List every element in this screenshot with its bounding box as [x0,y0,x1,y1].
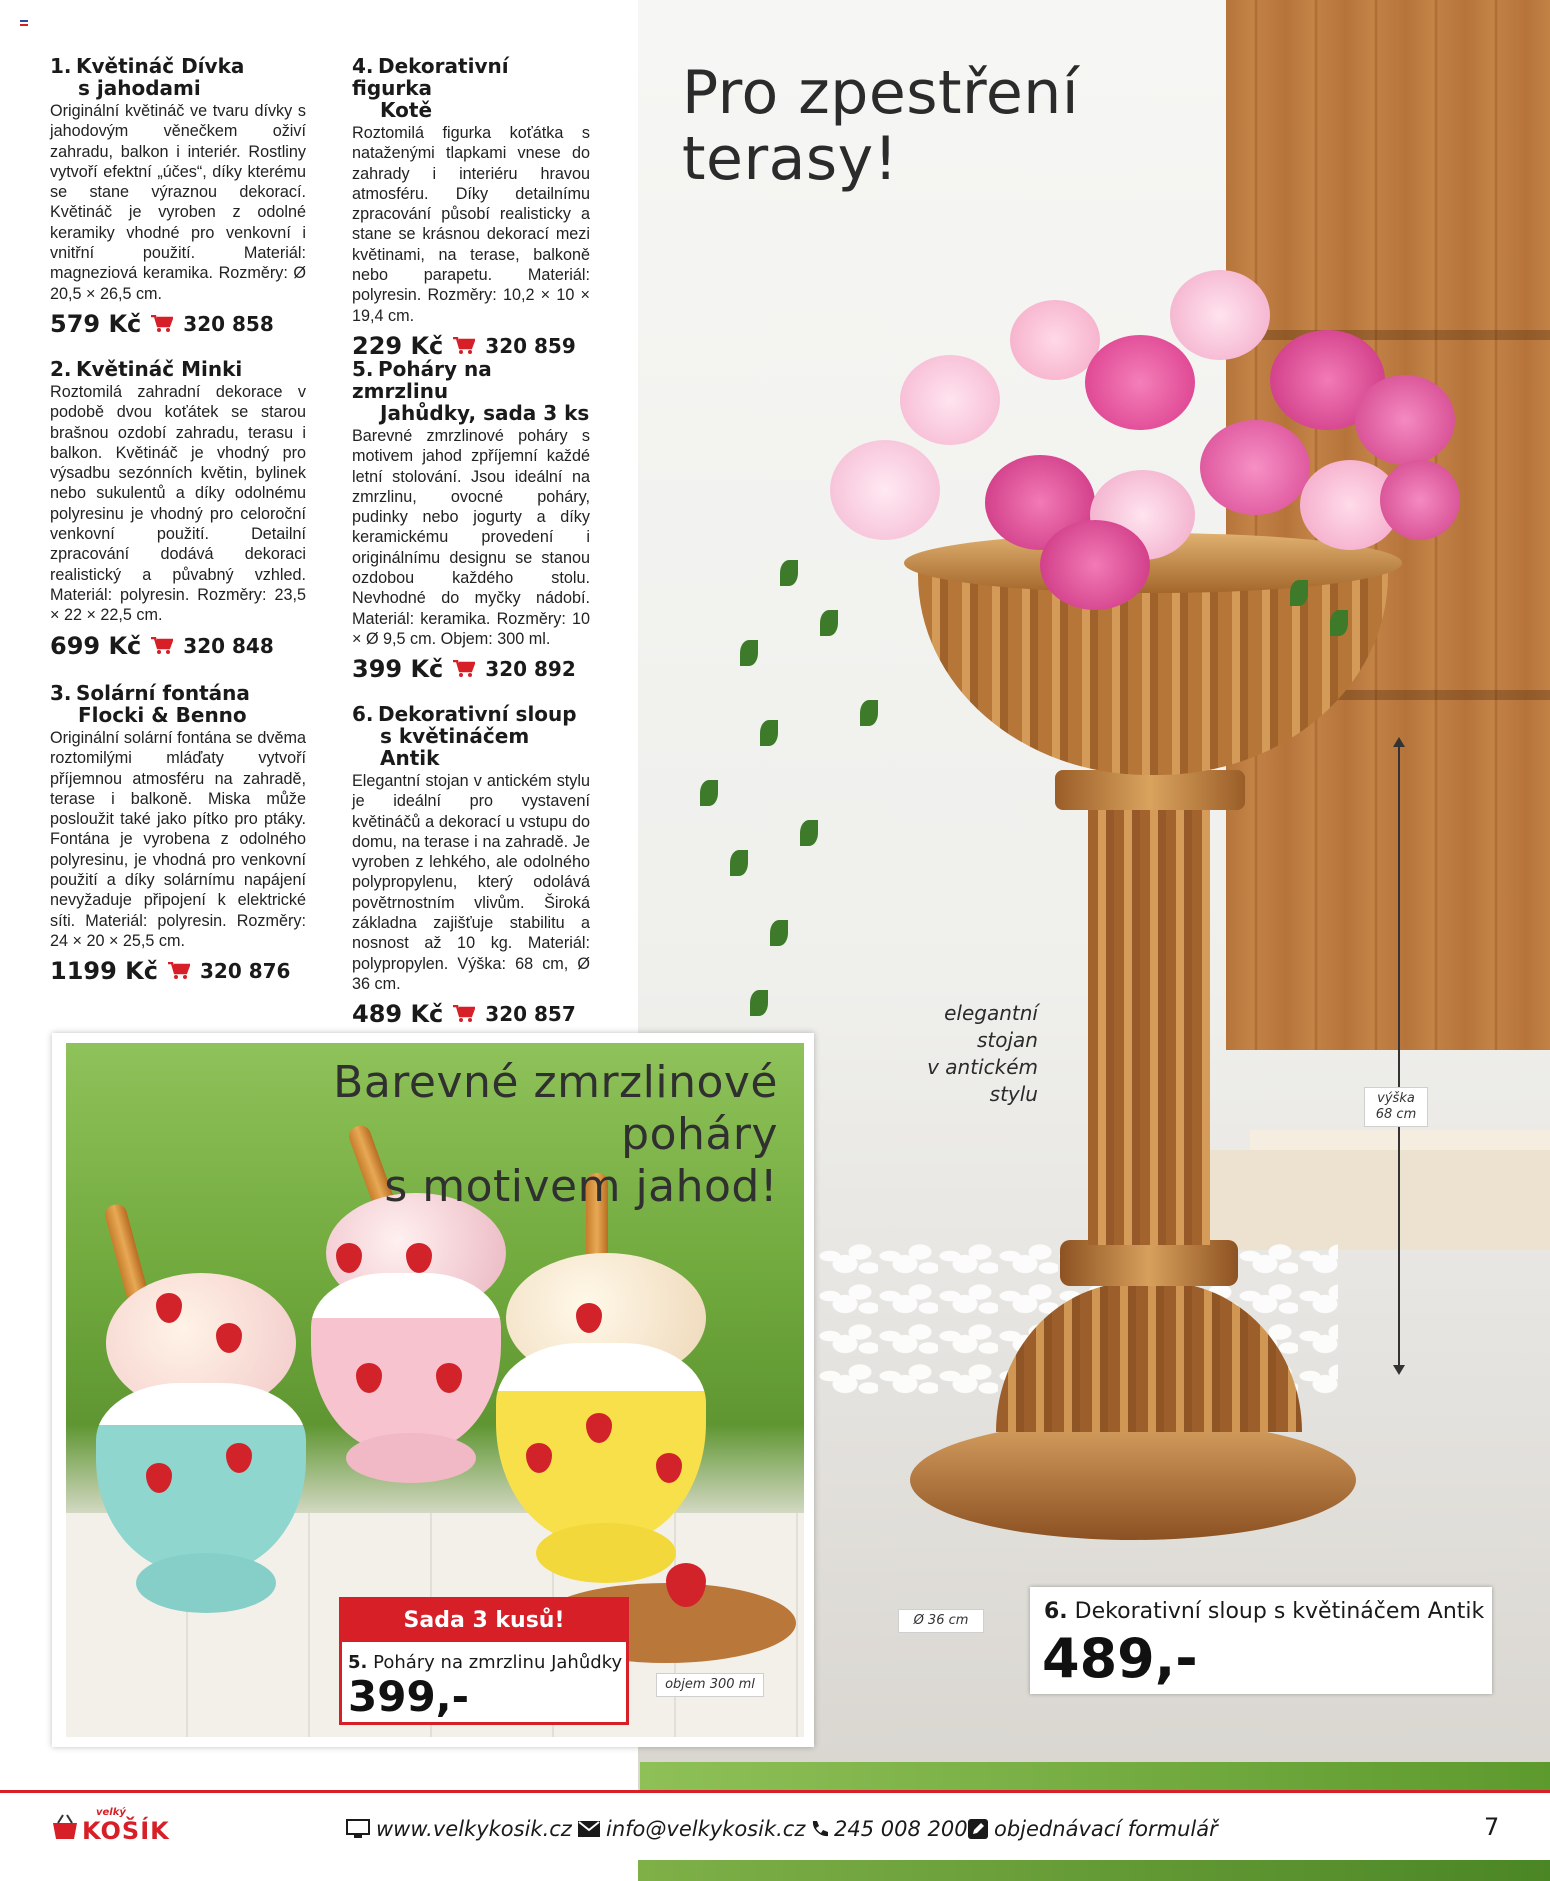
cart-icon[interactable] [151,637,173,655]
footer-email[interactable] [578,1817,805,1841]
product-title-line: Dekorativní figurka [352,54,509,100]
product-title-line: Poháry na zmrzlinu [352,357,492,403]
footer-website[interactable] [346,1817,572,1841]
price-box-stand-price: 489,- [1042,1627,1198,1690]
product-price: 699 Kč [50,631,142,660]
product-title-line: s květináčem Antik [380,724,530,770]
product-price: 399 Kč [352,655,444,684]
product-title [352,358,590,424]
product-title-line: Květináč Minki [76,357,243,381]
product-description: Roztomilá figurka koťátka s nataženými tlapkami vnese do zahrady i interiéru hravou atmosféru. Díky detailnímu zpracování působí realisticky a stane se krásnou dekorací mezi květinami, na terase, balkoně nebo parapetu. Materiál: polyresin. Rozměry: 10,2 × 10 × 19,4 cm. [352,124,590,325]
height-tag-label: výška [1377,1091,1415,1106]
product-title-line: Dekorativní sloup [378,702,577,726]
product-description: Barevné zmrzlinové poháry s motivem jahod zpříjemní každé letní stolování. Jsou ideální na zmrzlinu, ovocné poháry, pudinky nebo jogurty a díky keramickému provedení i originálnímu designu se stanou ozdobou každého stolu. Nevhodné do myčky nádobí. Materiál: keramika. Rozměry: 10 × Ø 9,5 cm. Objem: 300 ml. [352,427,590,648]
product-description: Roztomilá zahradní dekorace v podobě dvou koťátek se starou brašnou ozdobí zahradu, terasu i balkon. Květináč je vhodný pro výsadbu sezónních květin, bylinek nebo sukulentů a díky odolnému polyresinu je vhodný pro celoroční venkovní použití. Detailní zpracování dodává dekoraci realistický a půvabný vzhled. Materiál: polyresin. Rozměry: 23,5 × 22 × 22,5 cm. [50,383,306,625]
set-banner: Sada 3 kusů! [342,1600,626,1642]
cart-icon[interactable] [453,660,475,678]
product-6 [352,703,590,1028]
headline-ice-cream [248,1057,778,1213]
product-title-line: Květináč Dívka [76,54,245,78]
fence-rail [1226,330,1550,340]
product-code: 320 857 [485,1002,576,1027]
cart-icon[interactable] [168,962,190,980]
price-box-ice-text: Poháry na zmrzlinu Jahůdky [373,1652,623,1673]
height-tag [1364,1087,1428,1127]
stand-base [910,1420,1356,1540]
product-5 [352,358,590,683]
price-box-ice-num: 5. [348,1652,368,1673]
footer-order-form[interactable] [968,1817,1218,1841]
product-description: Elegantní stojan v antickém stylu je ideální pro vystavení květináčů a dekorací u vstupu do domu, na terase i na zahradě. Je vyroben z lehkého, ale odolného polypropylenu, který odolává povětrnostním vlivům. Široká základna zajišťuje stabilitu a nosnost až 10 kg. Materiál: polypropylen. Výška: 68 cm, Ø 36 cm. [352,772,590,993]
price-box-ice-label [348,1652,622,1673]
product-price: 1199 Kč [50,957,158,986]
product-code: 320 848 [183,633,274,658]
product-title [50,358,306,380]
product-price: 579 Kč [50,309,142,338]
footer-phone[interactable] [810,1817,968,1841]
stand-collar [1060,1240,1238,1286]
phone-number[interactable]: 245 008 200 [834,1817,968,1841]
height-tag-value: 68 cm [1375,1107,1417,1122]
cart-icon[interactable] [151,315,173,333]
product-title [352,703,590,769]
product-number: 6. [352,702,374,726]
product-price-row [50,632,306,660]
product-price: 229 Kč [352,331,444,360]
product-2 [50,358,306,660]
email-link[interactable]: info@velkykosik.cz [606,1817,806,1841]
phone-icon [810,1820,828,1838]
price-box-stand-text: Dekorativní sloup s květináčem Antik [1074,1599,1485,1624]
logo-text: KOŠÍK [82,1817,170,1845]
price-box-stand-num: 6. [1044,1599,1068,1624]
product-4 [352,55,590,360]
stand-label-line: stylu [989,1082,1038,1106]
product-price-row [352,1000,590,1028]
edit-icon [968,1819,988,1839]
headline-line: terasy! [682,124,899,194]
product-code: 320 858 [183,311,274,336]
product-price-row [352,332,590,360]
logo[interactable] [50,1807,168,1847]
product-number: 2. [50,357,72,381]
stand-label-line: elegantní [944,1001,1038,1025]
step [1208,1150,1550,1250]
product-title [50,55,306,99]
website-link[interactable]: www.velkykosik.cz [376,1817,572,1841]
cart-icon[interactable] [453,1005,475,1023]
stand-label-line: stojan [977,1028,1038,1052]
basket-icon [50,1813,80,1843]
product-3 [50,682,306,985]
height-arrow [1398,745,1400,1367]
order-form-link[interactable]: objednávací formulář [994,1817,1218,1841]
product-title-line: Kotě [380,98,433,122]
product-code: 320 859 [485,333,576,358]
diameter-tag: Ø 36 cm [898,1609,984,1633]
lawn-strip-bottom [638,1860,1550,1881]
stand-column [1088,805,1210,1245]
stand-label-line: v antickém [927,1055,1038,1079]
product-code: 320 876 [199,959,291,984]
headline-line: s motivem jahod! [384,1161,778,1212]
monitor-icon [346,1819,370,1839]
page-number: 7 [1484,1813,1500,1841]
headline-line: Pro zpestření [682,58,1079,128]
price-box-stand [1030,1587,1492,1694]
footer [0,1793,1550,1860]
product-price-row [50,957,306,985]
product-price-row [50,310,306,338]
product-code: 320 892 [485,657,576,682]
mail-icon [578,1821,600,1837]
volume-tag: objem 300 ml [656,1673,764,1697]
price-box-stand-label [1044,1599,1484,1624]
product-description: Originální solární fontána se dvěma roztomilými mláďaty vytvoří příjemnou atmosféru na zahradě, terase i balkoně. Miska může posloužit také jako pítko pro ptáky. Fontána je vyrobena z odolného polyresinu, je vhodná pro venkovní použití a díky solárnímu napájení nevyžaduje připojení k elektrické síti. Materiál: polyresin. Rozměry: 24 × 20 × 25,5 cm. [50,729,306,950]
product-title [50,682,306,726]
product-number: 3. [50,681,72,705]
headline-line: Barevné zmrzlinové poháry [333,1057,778,1160]
product-price: 489 Kč [352,1000,444,1029]
flag-mark [20,20,28,26]
logo-small-text: velký [96,1807,126,1818]
product-1 [50,55,306,338]
product-price-row [352,655,590,683]
product-number: 4. [352,54,374,78]
product-title-line: s jahodami [78,76,201,100]
product-number: 5. [352,357,374,381]
product-title-line: Solární fontána [76,681,250,705]
price-box-ice [339,1597,629,1725]
product-title [352,55,590,121]
lawn-strip [640,1762,1550,1790]
product-number: 1. [50,54,72,78]
stand-label [900,1000,1038,1108]
product-title-line: Flocki & Benno [78,703,247,727]
cart-icon[interactable] [453,337,475,355]
headline-right [682,60,1079,192]
stand-neck [1055,770,1245,810]
price-box-ice-price: 399,- [348,1672,470,1721]
product-title-line: Jahůdky, sada 3 ks [380,401,590,425]
product-description: Originální květináč ve tvaru dívky s jahodovým věnečkem oživí zahradu, balkon i interiér. Rostliny vytvoří efektní „účes“, díky kterému se stane výraznou dekorací. Květináč je vyroben z odolné keramiky vhodné pro venkovní i vnitřní použití. Materiál: magneziová keramika. Rozměry: Ø 20,5 × 26,5 cm. [50,102,306,303]
